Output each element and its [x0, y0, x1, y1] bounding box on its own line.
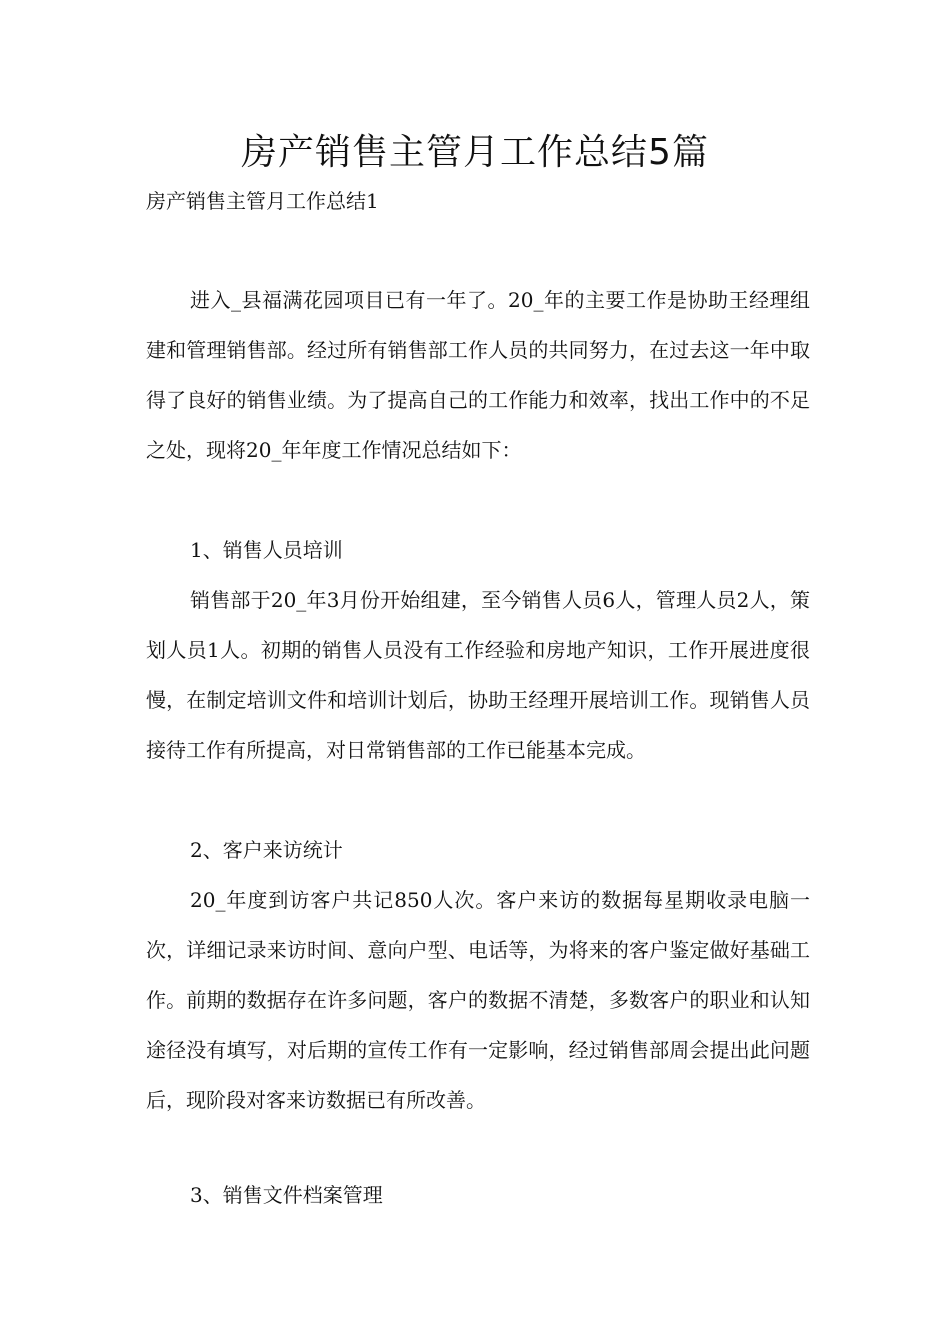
intro-paragraph: 进入_县福满花园项目已有一年了。20_年的主要工作是协助王经理组建和管理销售部。经过所有销售部工作人员的共同努力，在过去这一年中取得了良好的销售业绩。为了提高自己的工作能力和效率，找出工作中的不足之处，现将20_年年度工作情况总结如下：: [146, 288, 810, 462]
section-1-heading: 1、销售人员培训: [190, 538, 343, 562]
section-2-paragraph: 20_年度到访客户共记850人次。客户来访的数据每星期收录电脑一次，详细记录来访时间、意向户型、电话等，为将来的客户鉴定做好基础工作。前期的数据存在许多问题，客户的数据不清楚，多数客户的职业和认知途径没有填写，对后期的宣传工作有一定影响，经过销售部周会提出此问题后，现阶段对客来访数据已有所改善。: [146, 888, 810, 1112]
section-2-heading: 2、客户来访统计: [190, 838, 343, 862]
document-title: 房产销售主管月工作总结5篇: [241, 132, 709, 173]
document-subtitle: 房产销售主管月工作总结1: [146, 189, 379, 213]
section-1-paragraph: 销售部于20_年3月份开始组建，至今销售人员6人，管理人员2人，策划人员1人。初期的销售人员没有工作经验和房地产知识，工作开展进度很慢，在制定培训文件和培训计划后，协助王经理开展培训工作。现销售人员接待工作有所提高，对日常销售部的工作已能基本完成。: [146, 588, 810, 762]
section-3-heading: 3、销售文件档案管理: [190, 1183, 383, 1207]
